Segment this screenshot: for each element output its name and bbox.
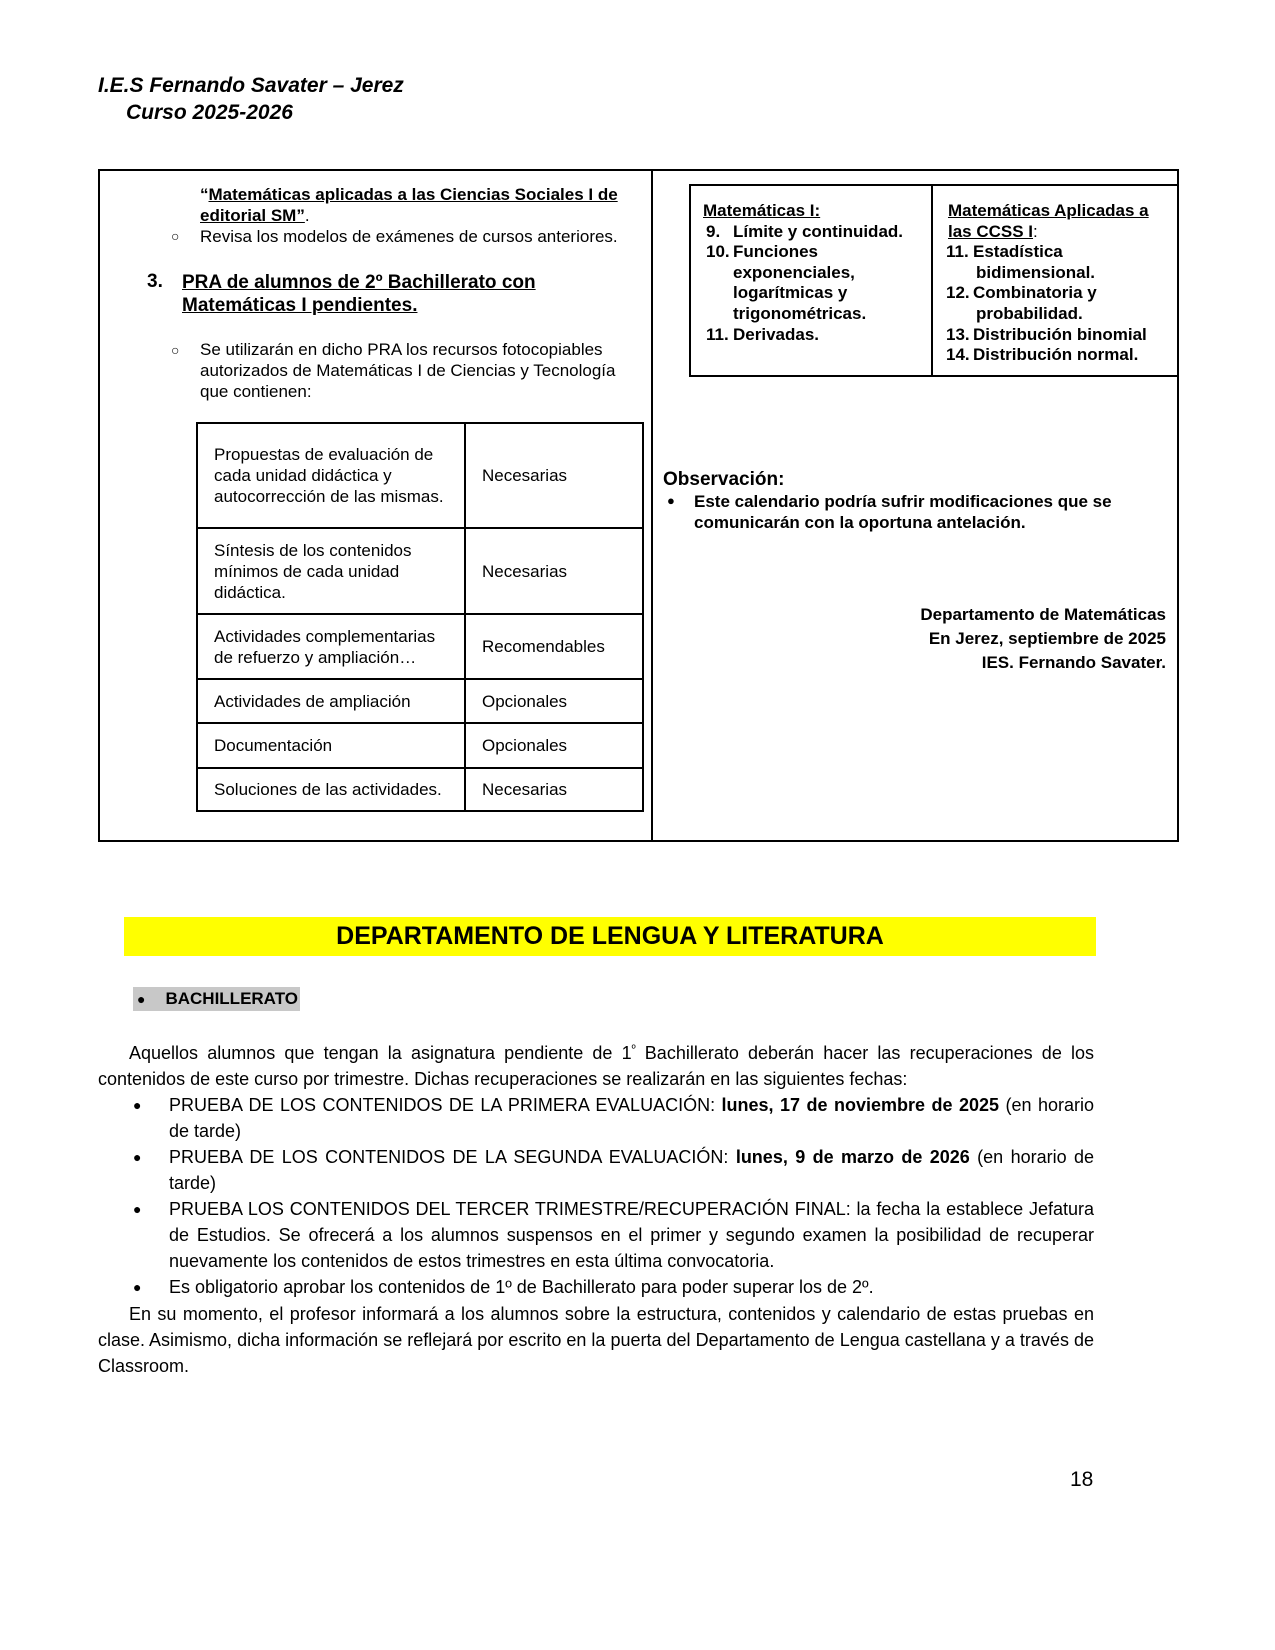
section-number: 3. [147, 271, 163, 292]
units-heading: Matemáticas I: [703, 201, 821, 220]
table-row [197, 768, 643, 811]
subheading-bachillerato: ● BACHILLERATO [133, 987, 300, 1011]
units-heading: Matemáticas Aplicadas a [948, 201, 1149, 220]
table-edge [1177, 169, 1179, 185]
status-cell: Opcionales [465, 723, 643, 768]
course-year: Curso 2025-2026 [126, 101, 293, 124]
table-row [197, 723, 643, 768]
closing-paragraph: En su momento, el profesor informará a los alumnos sobre la estructura, contenidos y calendario de estas pruebas en clase. Asimismo, dicha información se reflejará por escrito en la puerta del Departamento de Lengua castellana y a través de Classroom. [98, 1304, 1094, 1376]
resource-cell: Soluciones de las actividades. [197, 768, 465, 811]
observation-text: Este calendario podría sufrir modificaciones que se comunicarán con la oportuna antelación. [694, 492, 1112, 532]
list-item: ● PRUEBA DE LOS CONTENIDOS DE LA PRIMERA EVALUACIÓN: lunes, 17 de noviembre de 2025 (en horario de tarde) [133, 1092, 1094, 1144]
table-row [197, 679, 643, 723]
resource-cell: Actividades de ampliación [197, 679, 465, 723]
resources-intro: Se utilizarán en dicho PRA los recursos fotocopiables autorizados de Matemáticas I de Ciencias y Tecnología que contienen: [200, 340, 616, 401]
section-title: PRA de alumnos de 2º Bachillerato con Matemáticas I pendientes. [182, 272, 536, 316]
bullet-icon: ● [133, 1097, 142, 1113]
unit-item: 9. Límite y continuidad. [706, 221, 904, 241]
list-item: ● Es obligatorio aprobar los contenidos de 1º de Bachillerato para poder superar los de 2º. [133, 1274, 1094, 1300]
department-signature: Departamento de Matemáticas En Jerez, septiembre de 2025 IES. Fernando Savater. [920, 605, 1166, 672]
units-table-divider [931, 184, 933, 377]
intro-paragraph: Aquellos alumnos que tengan la asignatura pendiente de $1^º$ Bachillerato deberán hacer las recuperaciones de los contenidos de este curso por trimestre. Dichas recuperaciones se realizarán en las siguientes fechas: [98, 1043, 1094, 1089]
unit-item: 12. Combinatoria y [946, 283, 1097, 303]
unit-item: 11. Estadística [946, 242, 1063, 262]
unit-item: 10. Funciones [706, 242, 819, 262]
resource-cell: Documentación [197, 723, 465, 768]
textbook-reference: “Matemáticas aplicadas a las Ciencias Sociales I de editorial SM”. [200, 185, 618, 225]
textbook-title: Matemáticas aplicadas a las Ciencias Sociales I de editorial SM” [200, 185, 618, 225]
status-cell: Necesarias [465, 528, 643, 614]
column-divider [651, 169, 653, 842]
unit-item: 13. Distribución binomial [946, 324, 1147, 344]
status-cell: Necesarias [465, 423, 643, 528]
unit-item: 14. Distribución normal. [946, 345, 1139, 365]
bullet-icon: ● [133, 1279, 142, 1295]
status-cell: Opcionales [465, 679, 643, 723]
department-banner: DEPARTAMENTO DE LENGUA Y LITERATURA [124, 917, 1096, 956]
list-item: ● PRUEBA LOS CONTENIDOS DEL TERCER TRIMESTRE/RECUPERACIÓN FINAL: la fecha la establece Jefatura de Estudios. Se ofrecerá a los alumnos suspensos en el primer y segundo examen la posibilidad de recuperar nuevamente los contenidos de estos trimestres en esta última convocatoria. [133, 1196, 1094, 1274]
review-exams-item: Revisa los modelos de exámenes de cursos anteriores. [200, 227, 618, 246]
status-cell: Necesarias [465, 768, 643, 811]
table-row [197, 423, 643, 528]
school-header: I.E.S Fernando Savater – Jerez [98, 74, 404, 97]
resource-cell: Propuestas de evaluación de cada unidad didáctica y autocorrección de las mismas. [197, 423, 465, 528]
observation-title: Observación: [663, 469, 785, 490]
resource-cell: Actividades complementarias de refuerzo y ampliación… [197, 614, 465, 679]
units-matematicas-i: Matemáticas I: 9. Límite y continuidad. 10. Funciones exponenciales, logarítmicas y trigonométricas. 11. Derivadas. [703, 201, 928, 345]
bullet-icon: ● [133, 1149, 142, 1165]
bullet-icon: ● [133, 1201, 142, 1217]
page-number: 18 [1070, 1468, 1094, 1491]
list-item: ● PRUEBA DE LOS CONTENIDOS DE LA SEGUNDA EVALUACIÓN: lunes, 9 de marzo de 2026 (en horario de tarde) [133, 1144, 1094, 1196]
circle-bullet-icon: ○ [171, 228, 180, 244]
unit-item: 11. Derivadas. [706, 324, 819, 344]
table-row [197, 614, 643, 679]
resource-cell: Síntesis de los contenidos mínimos de cada unidad didáctica. [197, 528, 465, 614]
status-cell: Recomendables [465, 614, 643, 679]
resources-table [196, 422, 644, 812]
table-row [197, 528, 643, 614]
bullet-icon: ● [667, 493, 675, 508]
units-matematicas-ccss: Matemáticas Aplicadas a las CCSS I: 11. Estadística bidimensional. 12. Combinatoria y probabilidad. 13. Distribución binomial 14. Distribución normal. [946, 201, 1176, 366]
bullet-icon: ● [137, 991, 146, 1007]
circle-bullet-icon: ○ [171, 342, 180, 358]
